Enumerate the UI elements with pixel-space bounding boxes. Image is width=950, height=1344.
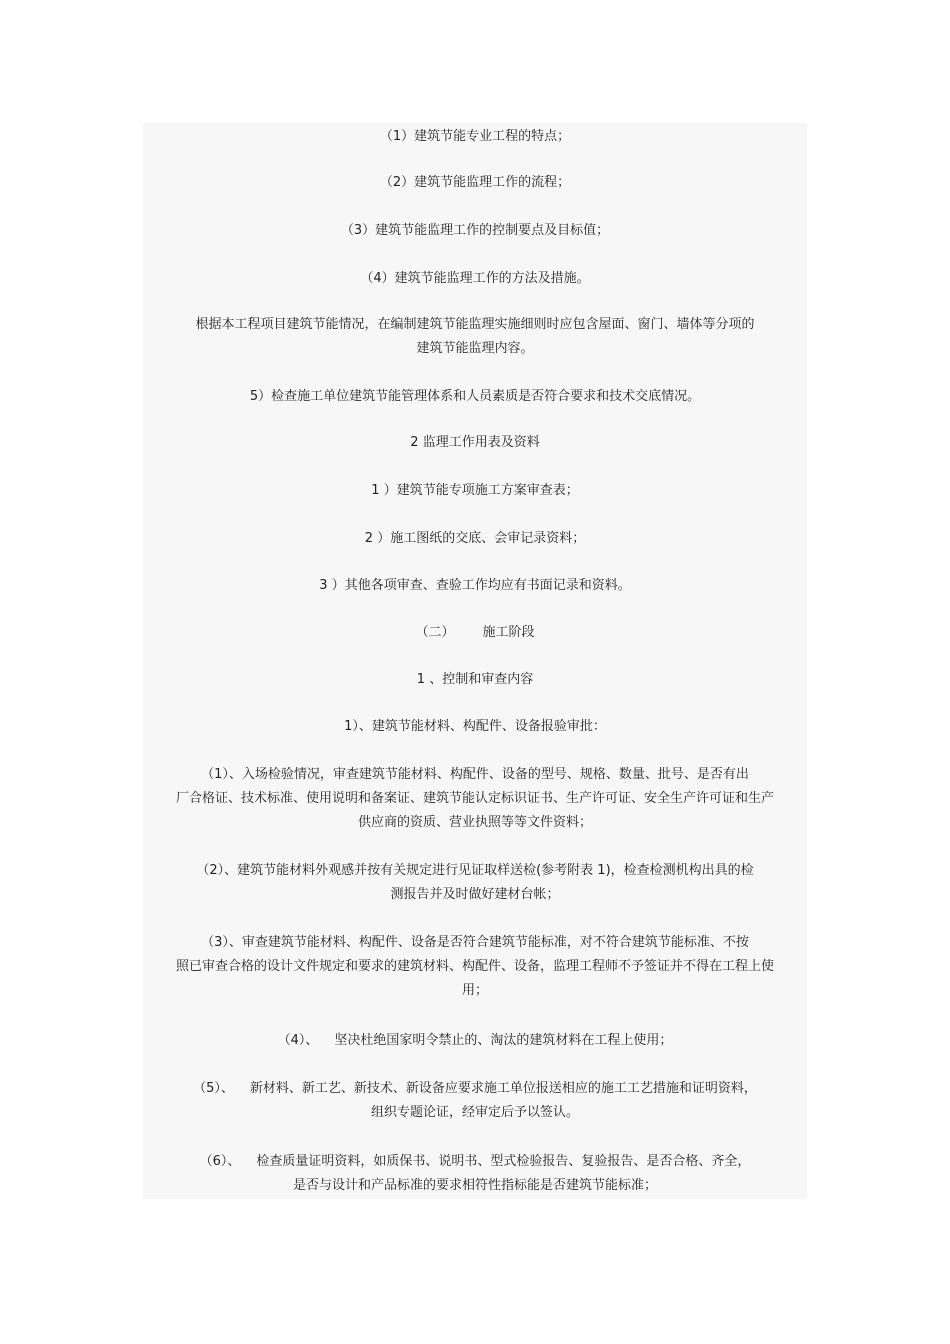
section-heading-2: 2 监理工作用表及资料 [410, 435, 540, 450]
paragraph-12: （2）、建筑节能材料外观感并按有关规定进行见证取样送检(参考附表 1)，检查检测机构出具的检 测报告并及时做好建材台帐； [196, 863, 754, 902]
paragraph-3: （3）建筑节能监理工作的控制要点及目标值； [340, 223, 610, 238]
document-content [143, 123, 807, 1199]
paragraph-5: 根据本工程项目建筑节能情况，在编制建筑节能监理实施细则时应包含屋面、窗门、墙体等分项的 建筑节能监理内容。 [195, 317, 755, 356]
paragraph-13: （3）、审查建筑节能材料、构配件、设备是否符合建筑节能标准，对不符合建筑节能标准、不按 照已审查合格的设计文件规定和要求的建筑材料、构配件、设备，监理工程师不予签证并不得在工程上使 用； [175, 935, 774, 998]
paragraph-15: （5）、 新材料、新工艺、新技术、新设备应要求施工单位报送相应的施工工艺措施和证明资料， 组织专题论证，经审定后予以签认。 [193, 1081, 757, 1120]
paragraph-14: （4）、 坚决杜绝国家明令禁止的、淘汰的建筑材料在工程上使用； [277, 1033, 673, 1048]
paragraph-4: （4）建筑节能监理工作的方法及措施。 [360, 271, 590, 286]
paragraph-11: （1）、入场检验情况，审查建筑节能材料、构配件、设备的型号、规格、数量、批号、是否有出 厂合格证、技术标准、使用说明和备案证、建筑节能认定标识证书、生产许可证、安全生产许可证和生产 供应商的资质、营业执照等等文件资料； [175, 767, 774, 830]
paragraph-7: 1 ）建筑节能专项施工方案审查表； [371, 483, 579, 498]
paragraph-16: （6）、 检查质量证明资料，如质保书、说明书、型式检验报告、复验报告、是否合格、齐全， 是否与设计和产品标准的要求相符性指标能是否建筑节能标准； [199, 1154, 751, 1193]
paragraph-1: （1）建筑节能专业工程的特点； [379, 129, 571, 144]
paragraph-2: （2）建筑节能监理工作的流程； [379, 175, 571, 190]
subsection-heading-1: 1 、控制和审查内容 [416, 672, 534, 687]
paragraph-8: 2 ）施工图纸的交底、会审记录资料； [364, 531, 586, 546]
paragraph-10: 1）、建筑节能材料、构配件、设备报验审批： [344, 719, 606, 734]
paragraph-9: 3 ）其他各项审查、查验工作均应有书面记录和资料。 [319, 578, 631, 593]
section-heading-stage: （二） 施工阶段 [415, 625, 535, 640]
paragraph-6: 5）检查施工单位建筑节能管理体系和人员素质是否符合要求和技术交底情况。 [249, 389, 701, 404]
